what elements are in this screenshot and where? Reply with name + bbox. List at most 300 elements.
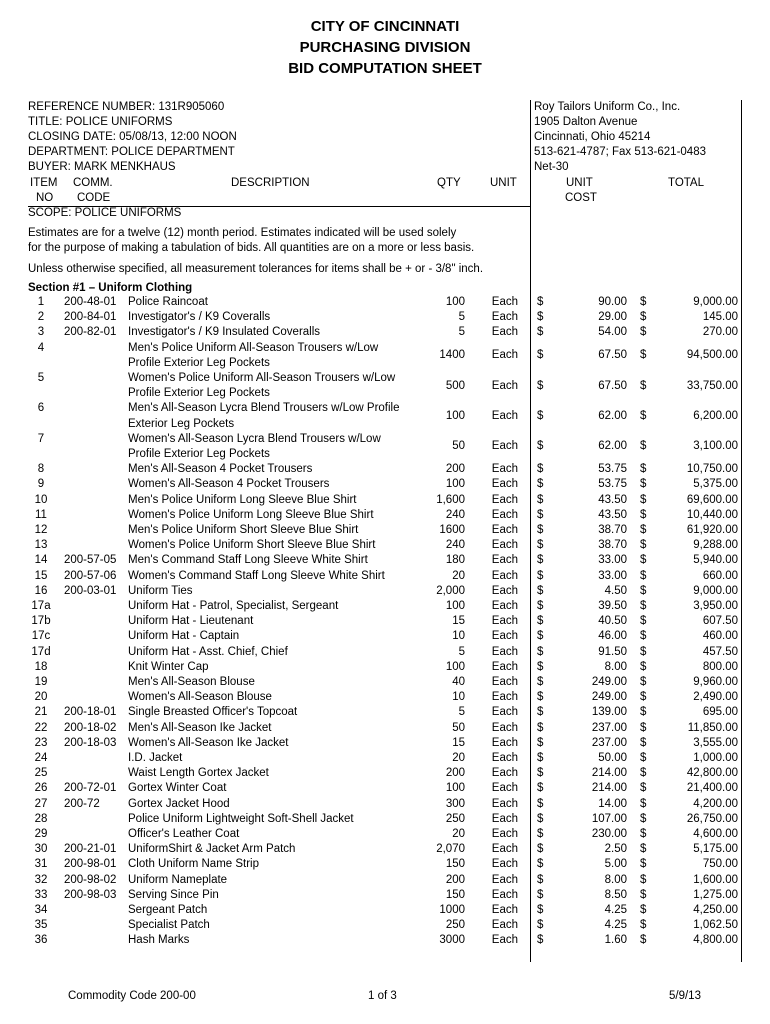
item-total: 660.00 bbox=[702, 569, 738, 582]
item-total: 1,600.00 bbox=[693, 873, 738, 886]
unit-cost-currency: $ bbox=[537, 349, 544, 362]
total-currency: $ bbox=[640, 630, 647, 643]
col-unit-cost-1: UNIT bbox=[566, 177, 593, 189]
unit-cost-currency: $ bbox=[537, 569, 544, 582]
total-currency: $ bbox=[640, 326, 647, 339]
item-description: Men's Police Uniform All-Season Trousers w/Low Profile Exterior Leg Pockets bbox=[128, 341, 379, 369]
item-unit-cost: 237.00 bbox=[591, 721, 627, 734]
total-currency: $ bbox=[640, 721, 647, 734]
item-number: 19 bbox=[34, 676, 48, 688]
total-currency: $ bbox=[640, 873, 647, 886]
item-unit: Each bbox=[491, 478, 518, 491]
item-total: 26,750.00 bbox=[686, 812, 738, 825]
unit-cost-currency: $ bbox=[537, 296, 544, 308]
item-unit: Each bbox=[491, 409, 518, 422]
item-unit-cost: 4.25 bbox=[604, 904, 627, 916]
total-currency: $ bbox=[640, 539, 647, 552]
item-unit: Each bbox=[491, 630, 518, 643]
item-unit: Each bbox=[491, 615, 518, 628]
item-unit-cost: 230.00 bbox=[591, 828, 627, 840]
footer-page-number: 1 of 3 bbox=[368, 990, 397, 1002]
commodity-code: 200-98-02 bbox=[64, 873, 117, 886]
vendor-name: Roy Tailors Uniform Co., Inc. bbox=[534, 101, 681, 113]
item-quantity: 15 bbox=[452, 736, 465, 749]
item-quantity: 3000 bbox=[439, 934, 465, 947]
item-number: 20 bbox=[34, 691, 48, 704]
total-currency: $ bbox=[640, 676, 647, 688]
item-number: 17b bbox=[31, 615, 51, 628]
item-number: 14 bbox=[34, 554, 48, 567]
item-total: 1,275.00 bbox=[693, 888, 738, 901]
col-item-2: NO bbox=[36, 192, 54, 204]
item-description: UniformShirt & Jacket Arm Patch bbox=[128, 843, 296, 856]
item-unit: Each bbox=[491, 691, 518, 704]
item-unit-cost: 1.60 bbox=[604, 934, 627, 947]
item-quantity: 10 bbox=[452, 630, 465, 643]
item-quantity: 1400 bbox=[439, 349, 465, 362]
item-unit-cost: 214.00 bbox=[591, 767, 627, 780]
unit-cost-currency: $ bbox=[537, 409, 544, 422]
item-quantity: 2,070 bbox=[436, 843, 465, 856]
item-unit: Each bbox=[491, 904, 518, 916]
item-total: 33,750.00 bbox=[686, 379, 738, 392]
item-description: Men's All-Season 4 Pocket Trousers bbox=[128, 463, 313, 476]
item-number: 6 bbox=[37, 402, 45, 415]
item-unit-cost: 91.50 bbox=[598, 645, 627, 658]
item-quantity: 200 bbox=[445, 767, 465, 780]
item-number: 3 bbox=[37, 326, 45, 339]
item-quantity: 5 bbox=[458, 645, 465, 658]
item-quantity: 5 bbox=[458, 311, 465, 324]
unit-cost-currency: $ bbox=[537, 691, 544, 704]
unit-cost-currency: $ bbox=[537, 676, 544, 688]
item-unit: Each bbox=[491, 508, 518, 521]
total-currency: $ bbox=[640, 782, 647, 795]
item-unit: Each bbox=[491, 676, 518, 688]
commodity-code: 200-98-01 bbox=[64, 858, 117, 871]
item-description: Gortex Jacket Hood bbox=[128, 797, 230, 810]
item-unit: Each bbox=[491, 767, 518, 780]
item-unit: Each bbox=[491, 600, 518, 612]
unit-cost-currency: $ bbox=[537, 478, 544, 491]
item-number: 17d bbox=[31, 645, 51, 658]
unit-cost-currency: $ bbox=[537, 736, 544, 749]
item-unit-cost: 249.00 bbox=[591, 676, 627, 688]
item-total: 4,200.00 bbox=[693, 797, 738, 810]
total-currency: $ bbox=[640, 691, 647, 704]
item-description: Women's Police Uniform Short Sleeve Blue Shirt bbox=[128, 539, 376, 552]
item-unit-cost: 90.00 bbox=[598, 296, 627, 308]
item-quantity: 240 bbox=[445, 508, 465, 521]
total-currency: $ bbox=[640, 493, 647, 506]
item-unit: Each bbox=[491, 858, 518, 871]
unit-cost-currency: $ bbox=[537, 919, 544, 932]
reference-number: REFERENCE NUMBER: 131R905060 bbox=[28, 101, 225, 113]
item-description: Men's Command Staff Long Sleeve White Shirt bbox=[128, 554, 368, 567]
col-unit-cost-2: COST bbox=[565, 192, 597, 204]
col-item-1: ITEM bbox=[30, 177, 58, 189]
item-number: 5 bbox=[37, 372, 45, 384]
item-description: Uniform Nameplate bbox=[128, 873, 228, 886]
item-unit: Each bbox=[491, 888, 518, 901]
commodity-code: 200-48-01 bbox=[64, 296, 117, 308]
buyer: BUYER: MARK MENKHAUS bbox=[28, 161, 176, 173]
item-description: Specialist Patch bbox=[128, 919, 210, 932]
commodity-code: 200-72-01 bbox=[64, 782, 117, 795]
item-unit: Each bbox=[491, 524, 518, 536]
item-number: 28 bbox=[34, 812, 48, 825]
commodity-code: 200-57-05 bbox=[64, 554, 117, 567]
item-number: 31 bbox=[34, 858, 48, 871]
item-quantity: 250 bbox=[445, 919, 465, 932]
item-description: Waist Length Gortex Jacket bbox=[128, 767, 269, 780]
total-currency: $ bbox=[640, 349, 647, 362]
item-unit: Each bbox=[491, 569, 518, 582]
item-quantity: 2,000 bbox=[436, 584, 465, 597]
total-currency: $ bbox=[640, 463, 647, 476]
total-currency: $ bbox=[640, 409, 647, 422]
item-unit: Each bbox=[491, 812, 518, 825]
item-description: Gortex Winter Coat bbox=[128, 782, 227, 795]
unit-cost-currency: $ bbox=[537, 645, 544, 658]
footer-commodity-code: Commodity Code 200-00 bbox=[68, 990, 196, 1002]
total-currency: $ bbox=[640, 524, 647, 536]
item-description: Women's All-Season 4 Pocket Trousers bbox=[128, 478, 330, 491]
item-total: 270.00 bbox=[702, 326, 738, 339]
item-unit-cost: 5.00 bbox=[604, 858, 627, 871]
total-currency: $ bbox=[640, 812, 647, 825]
item-quantity: 100 bbox=[445, 782, 465, 795]
department: DEPARTMENT: POLICE DEPARTMENT bbox=[28, 146, 235, 158]
item-number: 17c bbox=[31, 630, 51, 643]
item-total: 145.00 bbox=[702, 311, 738, 324]
item-number: 35 bbox=[34, 919, 48, 932]
item-unit-cost: 62.00 bbox=[598, 440, 627, 453]
total-currency: $ bbox=[640, 736, 647, 749]
unit-cost-currency: $ bbox=[537, 326, 544, 339]
item-total: 5,940.00 bbox=[693, 554, 738, 567]
item-unit-cost: 53.75 bbox=[598, 478, 627, 491]
item-description: Women's All-Season Blouse bbox=[128, 691, 272, 704]
total-currency: $ bbox=[640, 508, 647, 521]
item-total: 5,375.00 bbox=[693, 478, 738, 491]
item-unit-cost: 67.50 bbox=[598, 379, 627, 392]
item-unit-cost: 46.00 bbox=[598, 630, 627, 643]
item-unit-cost: 139.00 bbox=[591, 706, 627, 719]
item-description: Police Uniform Lightweight Soft-Shell Jacket bbox=[128, 812, 354, 825]
total-currency: $ bbox=[640, 706, 647, 719]
item-quantity: 20 bbox=[452, 752, 465, 764]
item-description: Men's Police Uniform Short Sleeve Blue Shirt bbox=[128, 524, 359, 536]
item-number: 36 bbox=[34, 934, 48, 947]
item-description: Women's All-Season Lycra Blend Trousers w/Low Profile Exterior Leg Pockets bbox=[128, 432, 381, 460]
total-currency: $ bbox=[640, 797, 647, 810]
item-description: Women's Police Uniform Long Sleeve Blue Shirt bbox=[128, 508, 374, 521]
item-total: 42,800.00 bbox=[686, 767, 738, 780]
item-unit: Each bbox=[491, 296, 518, 308]
total-currency: $ bbox=[640, 440, 647, 453]
item-quantity: 100 bbox=[445, 600, 465, 612]
total-currency: $ bbox=[640, 615, 647, 628]
commodity-code: 200-98-03 bbox=[64, 888, 117, 901]
unit-cost-currency: $ bbox=[537, 858, 544, 871]
item-number: 23 bbox=[34, 736, 48, 749]
item-description: Uniform Hat - Captain bbox=[128, 630, 240, 643]
item-unit: Each bbox=[491, 584, 518, 597]
item-number: 22 bbox=[34, 721, 48, 734]
item-description: Uniform Hat - Patrol, Specialist, Sergeant bbox=[128, 600, 339, 612]
item-total: 4,250.00 bbox=[693, 904, 738, 916]
vendor-address1: 1905 Dalton Avenue bbox=[534, 116, 638, 128]
item-unit: Each bbox=[491, 349, 518, 362]
item-unit: Each bbox=[491, 493, 518, 506]
item-unit-cost: 40.50 bbox=[598, 615, 627, 628]
unit-cost-currency: $ bbox=[537, 797, 544, 810]
item-unit-cost: 67.50 bbox=[598, 349, 627, 362]
item-quantity: 150 bbox=[445, 888, 465, 901]
unit-cost-currency: $ bbox=[537, 508, 544, 521]
item-description: Single Breasted Officer's Topcoat bbox=[128, 706, 298, 719]
vendor-address2: Cincinnati, Ohio 45214 bbox=[534, 131, 651, 143]
item-total: 11,850.00 bbox=[687, 721, 738, 734]
item-unit: Each bbox=[491, 919, 518, 932]
item-description: Men's All-Season Blouse bbox=[128, 676, 255, 688]
item-number: 4 bbox=[37, 341, 45, 354]
item-description: Officer's Leather Coat bbox=[128, 828, 240, 840]
item-unit-cost: 39.50 bbox=[598, 600, 627, 612]
commodity-code: 200-03-01 bbox=[64, 584, 117, 597]
item-unit-cost: 14.00 bbox=[598, 797, 627, 810]
item-unit: Each bbox=[491, 752, 518, 764]
item-quantity: 200 bbox=[445, 873, 465, 886]
item-total: 460.00 bbox=[702, 630, 738, 643]
item-quantity: 15 bbox=[452, 615, 465, 628]
item-description: I.D. Jacket bbox=[128, 752, 183, 764]
unit-cost-currency: $ bbox=[537, 767, 544, 780]
item-unit-cost: 33.00 bbox=[598, 569, 627, 582]
item-number: 27 bbox=[34, 797, 48, 810]
commodity-code: 200-84-01 bbox=[64, 311, 117, 324]
commodity-code: 200-82-01 bbox=[64, 326, 117, 339]
bid-title: TITLE: POLICE UNIFORMS bbox=[28, 116, 173, 128]
total-currency: $ bbox=[640, 311, 647, 324]
item-number: 11 bbox=[35, 508, 47, 521]
title-division: PURCHASING DIVISION bbox=[299, 39, 471, 56]
item-unit-cost: 4.25 bbox=[604, 919, 627, 932]
total-currency: $ bbox=[640, 919, 647, 932]
item-number: 26 bbox=[34, 782, 48, 795]
commodity-code: 200-18-01 bbox=[64, 706, 117, 719]
total-currency: $ bbox=[640, 554, 647, 567]
unit-cost-currency: $ bbox=[537, 904, 544, 916]
total-currency: $ bbox=[640, 767, 647, 780]
item-quantity: 20 bbox=[452, 569, 465, 582]
unit-cost-currency: $ bbox=[537, 934, 544, 947]
item-unit: Each bbox=[491, 782, 518, 795]
item-unit: Each bbox=[491, 554, 518, 567]
item-quantity: 100 bbox=[445, 660, 465, 673]
item-unit: Each bbox=[491, 539, 518, 552]
item-total: 9,288.00 bbox=[693, 539, 738, 552]
item-total: 3,100.00 bbox=[693, 440, 738, 453]
item-total: 6,200.00 bbox=[693, 409, 738, 422]
item-description: Uniform Hat - Asst. Chief, Chief bbox=[128, 645, 288, 658]
item-total: 10,750.00 bbox=[686, 463, 738, 476]
item-unit-cost: 54.00 bbox=[598, 326, 627, 339]
item-total: 9,960.00 bbox=[693, 676, 738, 688]
unit-cost-currency: $ bbox=[537, 843, 544, 856]
commodity-code: 200-72 bbox=[64, 797, 100, 810]
item-total: 94,500.00 bbox=[686, 349, 738, 362]
item-description: Knit Winter Cap bbox=[128, 660, 209, 673]
item-quantity: 150 bbox=[445, 858, 465, 871]
item-unit-cost: 62.00 bbox=[598, 409, 627, 422]
unit-cost-currency: $ bbox=[537, 615, 544, 628]
item-description: Women's All-Season Ike Jacket bbox=[128, 736, 289, 749]
total-currency: $ bbox=[640, 904, 647, 916]
item-number: 16 bbox=[34, 584, 48, 597]
item-unit: Each bbox=[491, 721, 518, 734]
item-total: 10,440.00 bbox=[686, 508, 738, 521]
item-number: 32 bbox=[34, 873, 48, 886]
item-unit-cost: 249.00 bbox=[591, 691, 627, 704]
total-currency: $ bbox=[640, 478, 647, 491]
item-number: 34 bbox=[34, 904, 48, 916]
unit-cost-currency: $ bbox=[537, 584, 544, 597]
unit-cost-currency: $ bbox=[537, 630, 544, 643]
item-number: 1 bbox=[37, 296, 45, 308]
item-total: 750.00 bbox=[702, 858, 738, 871]
item-description: Uniform Hat - Lieutenant bbox=[128, 615, 254, 628]
item-total: 695.00 bbox=[702, 706, 738, 719]
item-number: 21 bbox=[34, 706, 48, 719]
item-number: 24 bbox=[34, 752, 48, 764]
total-currency: $ bbox=[640, 843, 647, 856]
tolerance-note: Unless otherwise specified, all measurement tolerances for items shall be + or - 3/8" inch. bbox=[28, 263, 484, 275]
item-unit-cost: 2.50 bbox=[604, 843, 627, 856]
item-quantity: 200 bbox=[445, 463, 465, 476]
item-description: Uniform Ties bbox=[128, 584, 193, 597]
unit-cost-currency: $ bbox=[537, 524, 544, 536]
column-rule-unit bbox=[530, 100, 531, 962]
item-unit-cost: 214.00 bbox=[591, 782, 627, 795]
vendor-terms: Net-30 bbox=[534, 161, 569, 173]
item-unit: Each bbox=[491, 828, 518, 840]
item-description: Cloth Uniform Name Strip bbox=[128, 858, 260, 871]
item-unit: Each bbox=[491, 797, 518, 810]
total-currency: $ bbox=[640, 600, 647, 612]
unit-cost-currency: $ bbox=[537, 463, 544, 476]
item-quantity: 40 bbox=[452, 676, 465, 688]
item-number: 17a bbox=[31, 600, 51, 612]
item-number: 8 bbox=[37, 463, 45, 476]
item-description: Serving Since Pin bbox=[128, 888, 219, 901]
unit-cost-currency: $ bbox=[537, 539, 544, 552]
item-description: Men's All-Season Ike Jacket bbox=[128, 721, 272, 734]
item-total: 69,600.00 bbox=[686, 493, 738, 506]
item-description: Police Raincoat bbox=[128, 296, 208, 308]
total-currency: $ bbox=[640, 888, 647, 901]
total-currency: $ bbox=[640, 379, 647, 392]
col-total: TOTAL bbox=[668, 177, 704, 189]
unit-cost-currency: $ bbox=[537, 873, 544, 886]
item-unit: Each bbox=[491, 463, 518, 476]
item-total: 457.50 bbox=[702, 645, 738, 658]
item-quantity: 20 bbox=[452, 828, 465, 840]
unit-cost-currency: $ bbox=[537, 828, 544, 840]
item-total: 3,555.00 bbox=[693, 736, 738, 749]
item-number: 12 bbox=[34, 524, 48, 536]
item-description: Men's Police Uniform Long Sleeve Blue Shirt bbox=[128, 493, 357, 506]
item-number: 33 bbox=[34, 888, 48, 901]
item-number: 7 bbox=[37, 432, 45, 445]
col-unit: UNIT bbox=[490, 177, 517, 189]
item-description: Investigator's / K9 Insulated Coveralls bbox=[128, 326, 321, 339]
item-quantity: 5 bbox=[458, 326, 465, 339]
col-comm-2: CODE bbox=[77, 192, 111, 204]
item-unit: Each bbox=[491, 843, 518, 856]
commodity-code: 200-18-03 bbox=[64, 736, 117, 749]
item-quantity: 300 bbox=[445, 797, 465, 810]
commodity-code: 200-57-06 bbox=[64, 569, 117, 582]
item-total: 800.00 bbox=[702, 660, 738, 673]
section-heading: Section #1 – Uniform Clothing bbox=[28, 282, 193, 294]
item-unit: Each bbox=[491, 326, 518, 339]
item-quantity: 100 bbox=[445, 409, 465, 422]
commodity-code: 200-18-02 bbox=[64, 721, 117, 734]
item-unit-cost: 8.00 bbox=[604, 873, 627, 886]
item-quantity: 180 bbox=[445, 554, 465, 567]
item-total: 4,800.00 bbox=[693, 934, 738, 947]
unit-cost-currency: $ bbox=[537, 493, 544, 506]
item-unit: Each bbox=[491, 934, 518, 947]
item-unit-cost: 237.00 bbox=[591, 736, 627, 749]
item-quantity: 10 bbox=[452, 691, 465, 704]
item-unit-cost: 8.00 bbox=[604, 660, 627, 673]
item-description: Sergeant Patch bbox=[128, 904, 208, 916]
title-sheet: BID COMPUTATION SHEET bbox=[288, 60, 482, 77]
item-quantity: 240 bbox=[445, 539, 465, 552]
item-total: 1,062.50 bbox=[693, 919, 738, 932]
item-quantity: 1,600 bbox=[436, 493, 465, 506]
item-unit-cost: 50.00 bbox=[598, 752, 627, 764]
item-quantity: 50 bbox=[452, 721, 465, 734]
item-number: 10 bbox=[34, 493, 48, 506]
item-unit-cost: 4.50 bbox=[604, 584, 627, 597]
total-currency: $ bbox=[640, 569, 647, 582]
unit-cost-currency: $ bbox=[537, 554, 544, 567]
item-quantity: 1600 bbox=[439, 524, 465, 536]
item-unit-cost: 107.00 bbox=[591, 812, 627, 825]
item-unit-cost: 29.00 bbox=[598, 311, 627, 324]
unit-cost-currency: $ bbox=[537, 440, 544, 453]
col-description: DESCRIPTION bbox=[231, 177, 310, 189]
item-number: 29 bbox=[34, 828, 48, 840]
item-quantity: 500 bbox=[445, 379, 465, 392]
item-total: 21,400.00 bbox=[686, 782, 738, 795]
item-unit-cost: 38.70 bbox=[598, 524, 627, 536]
col-qty: QTY bbox=[437, 177, 461, 189]
item-description: Hash Marks bbox=[128, 934, 190, 947]
item-unit: Each bbox=[491, 311, 518, 324]
title-city: CITY OF CINCINNATI bbox=[310, 18, 460, 35]
item-unit: Each bbox=[491, 706, 518, 719]
unit-cost-currency: $ bbox=[537, 660, 544, 673]
item-unit: Each bbox=[491, 379, 518, 392]
estimates-note-2: for the purpose of making a tabulation of bids. All quantities are on a more or less basis. bbox=[28, 242, 475, 254]
total-currency: $ bbox=[640, 584, 647, 597]
item-unit-cost: 38.70 bbox=[598, 539, 627, 552]
